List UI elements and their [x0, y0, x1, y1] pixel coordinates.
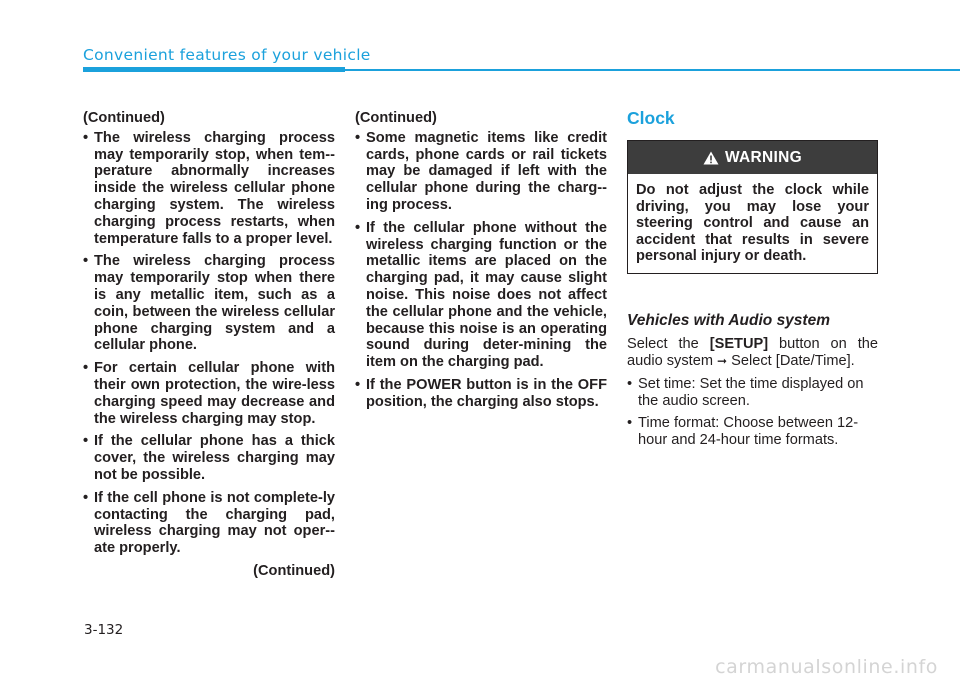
text-column-middle [355, 110, 607, 417]
page-number: 3-132 [84, 622, 124, 638]
section-title: Clock [627, 108, 675, 128]
watermark: carmanualsonline.info [715, 656, 938, 678]
instruction-suffix: Select [Date/Time]. [731, 353, 855, 369]
list-item: • The wireless charging process may temporarily stop, when tem-perature abnormally increases inside the wireless cellular phone charging system. The wireless charging process restarts, when temperature falls to a proper level. [83, 130, 335, 248]
continued-end-label: (Continued) [253, 562, 335, 579]
warning-text: Do not adjust the clock while driving, you may lose your steering control and cause an accident that results in severe personal injury or death. [636, 182, 869, 265]
page-header [83, 44, 960, 74]
list-item: • If the cellular phone has a thick cover, the wireless charging may not be possible. [83, 433, 335, 483]
arrow-right-icon: ➞ [717, 354, 728, 368]
list-item: • Time format: Choose between 12-hour and 24-hour time formats. [627, 415, 878, 449]
instruction-prefix: Select the [627, 336, 699, 352]
clock-section [627, 108, 878, 454]
warning-header [628, 141, 877, 174]
section-header-title: Convenient features of your vehicle [83, 46, 371, 64]
bullet-list [83, 130, 335, 557]
header-rule [345, 69, 960, 71]
list-item: • The wireless charging process may temporarily stop when there is any metallic item, such as a coin, between the wireless cellular phone charging system and a cellular phone. [83, 253, 335, 354]
list-item: • If the POWER button is in the OFF position, the charging also stops. [355, 377, 607, 411]
warning-label: WARNING [724, 148, 802, 166]
instruction-middle: button on the audio system [627, 336, 878, 369]
list-item: • If the cell phone is not complete-ly contacting the charging pad, wireless charging may not oper-ate properly. [83, 490, 335, 557]
header-accent-bar [83, 67, 345, 72]
list-item: • For certain cellular phone with their own protection, the wire-less charging speed may decrease and the wireless charging may stop. [83, 360, 335, 427]
text-column-left [83, 110, 335, 580]
sub-heading: Vehicles with Audio system [627, 312, 830, 329]
bullet-list [355, 130, 607, 411]
setup-instruction [627, 336, 878, 370]
clock-bullet-list [627, 376, 878, 449]
setup-button-label: [SETUP] [709, 336, 769, 352]
warning-triangle-icon [703, 151, 719, 165]
list-item: • If the cellular phone without the wireless charging function or the metallic items are placed on the charging pad, it may cause slight noise. This noise does not affect the cellular phone and the vehicle, because this noise is an operating sound during deter-mining the item on the charging pad. [355, 220, 607, 371]
warning-box [627, 140, 878, 274]
continued-label: (Continued) [355, 110, 437, 126]
continued-label: (Continued) [83, 110, 165, 126]
list-item: • Some magnetic items like credit cards, phone cards or rail tickets may be damaged if left with the cellular phone during the charg-ing process. [355, 130, 607, 214]
list-item: • Set time: Set the time displayed on the audio screen. [627, 376, 878, 410]
